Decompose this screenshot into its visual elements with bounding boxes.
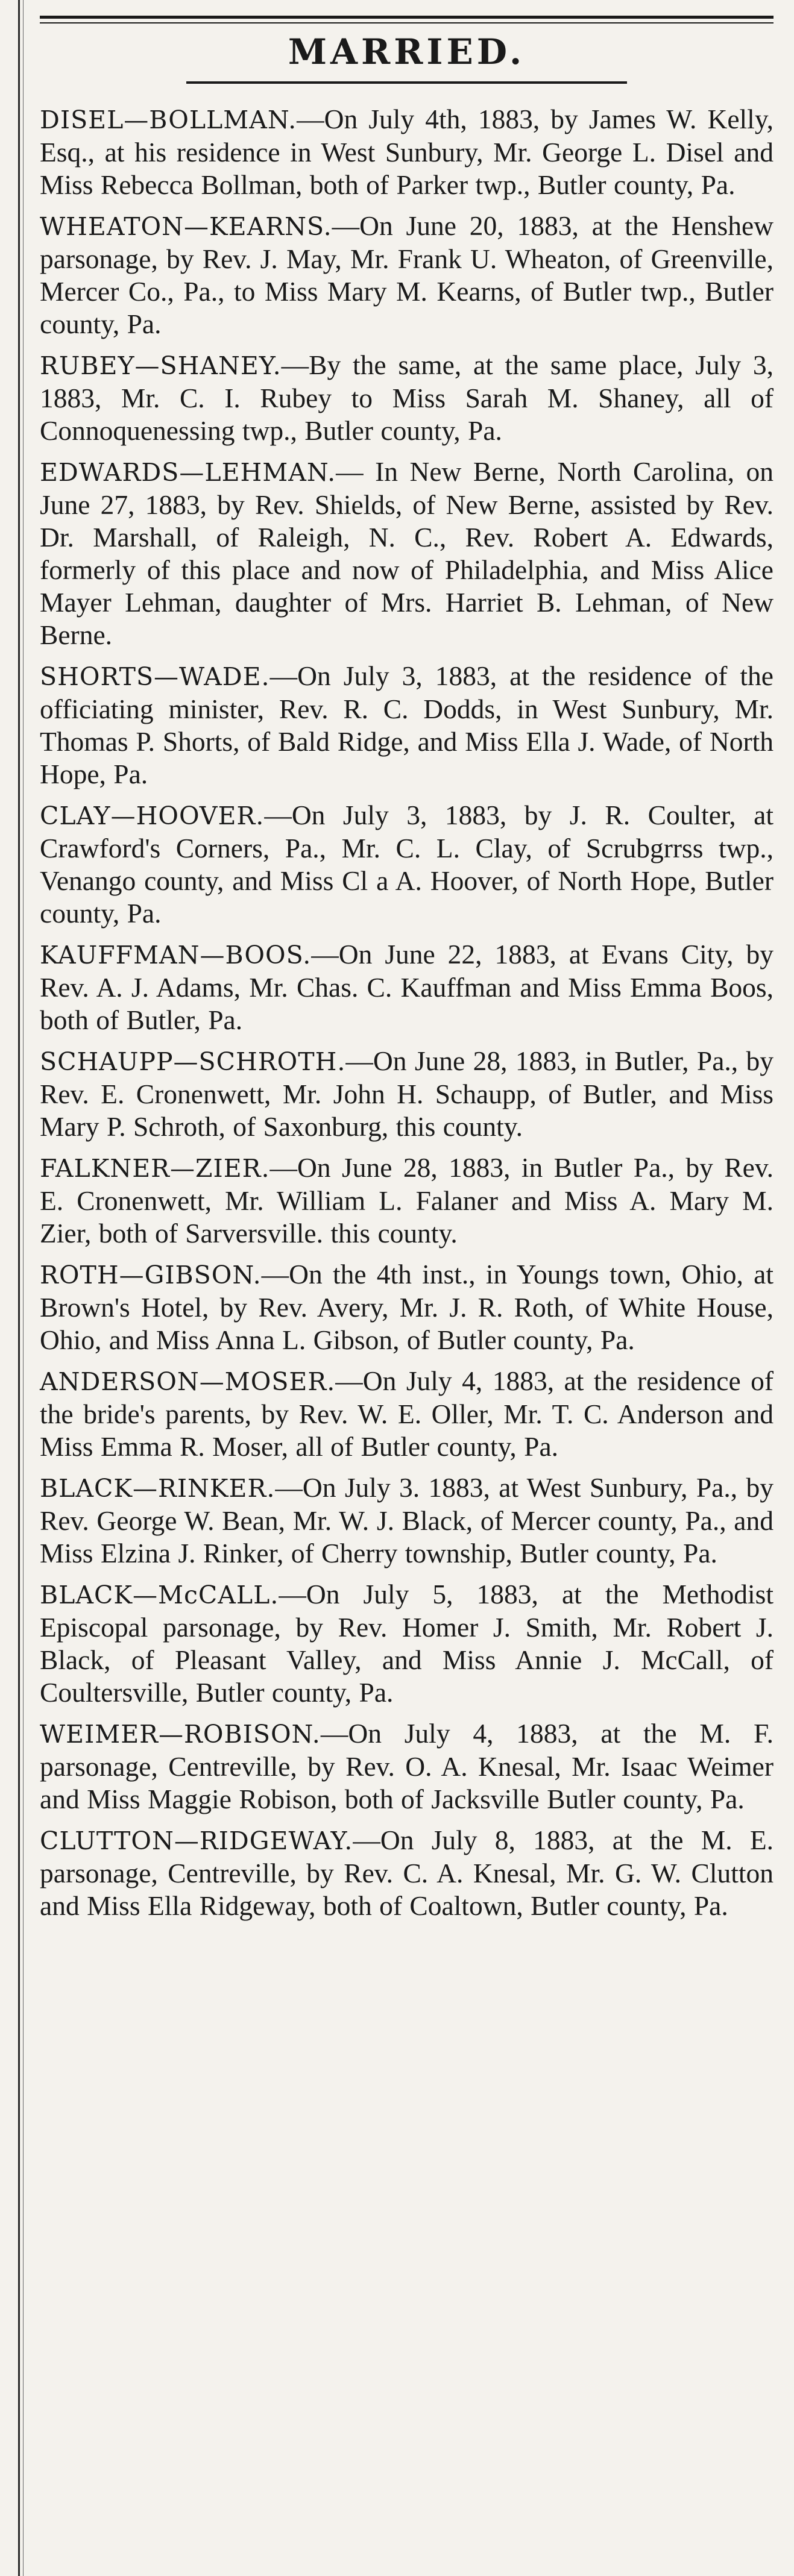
marriage-notice [40,210,774,340]
header-rule-thin [40,22,774,24]
notice-names: ROTH—GIBSON. [40,1261,262,1290]
marriage-notice [40,1045,774,1143]
notice-names: WHEATON—KEARNS. [40,212,332,241]
notice-text: —On June 28, 1883, in Butler, Pa., by Rev. E. Cronenwett, Mr. John H. Schaupp, of Butler, and Miss Mary P. Schroth, of Saxonburg, this county. [40,1045,774,1142]
notice-text: —On July 3. 1883, at West Sunbury, Pa., by Rev. George W. Bean, Mr. W. J. Black, of Mercer county, Pa., and Miss Elzina J. Rinker, of Cherry township, Butler county, Pa. [40,1472,774,1568]
marriage-notice [40,1258,774,1356]
marriage-notice [40,1717,774,1816]
marriage-notice [40,938,774,1036]
marriage-notices [40,103,774,1922]
notice-text: —On June 20, 1883, at the Henshew parsonage, by Rev. J. May, Mr. Frank U. Wheaton, of Greenville, Mercer Co., Pa., to Miss Mary M. Kearns, of Butler twp., Butler county, Pa. [40,210,774,339]
notice-text: —On the 4th inst., in Youngs town, Ohio, at Brown's Hotel, by Rev. Avery, Mr. J. R. Roth, of White House, Ohio, and Miss Anna L. Gibson, of Butler county, Pa. [40,1259,774,1355]
notice-names: ANDERSON—MOSER. [40,1367,336,1396]
notice-text: —On July 4, 1883, at the residence of the bride's parents, by Rev. W. E. Oller, Mr. T. C. Anderson and Miss Emma R. Moser, all of Butler county, Pa. [40,1365,774,1462]
notice-names: EDWARDS—LEHMAN. [40,458,336,487]
notice-text: — In New Berne, North Carolina, on June 27, 1883, by Rev. Shields, of New Berne, assisted by Rev. Dr. Marshall, of Raleigh, N. C., Rev. Robert A. Edwards, formerly of this place and now of Philadelphia, and Miss Alice Mayer Lehman, daughter of Mrs. Harriet B. Lehman, of New Berne. [40,456,774,650]
notice-text: —On July 3, 1883, at the residence of the officiating minister, Rev. R. C. Dodds, in West Sunbury, Mr. Thomas P. Shorts, of Bald Ridge, and Miss Ella J. Wade, of North Hope, Pa. [40,660,774,789]
notice-text: —On July 4, 1883, at the M. F. parsonage, Centreville, by Rev. O. A. Knesal, Mr. Isaac Weimer and Miss Maggie Robison, both of Jacksville Butler county, Pa. [40,1718,774,1814]
header-rule [40,16,774,19]
notice-names: KAUFFMAN—BOOS. [40,941,312,970]
marriage-notice [40,349,774,447]
notice-names: FALKNER—ZIER. [40,1154,270,1183]
marriage-notice [40,1152,774,1250]
notice-text: —By the same, at the same place, July 3, 1883, Mr. C. I. Rubey to Miss Sarah M. Shaney, all of Connoquenessing twp., Butler county, Pa. [40,349,774,446]
notice-names: RUBEY—SHANEY. [40,351,282,380]
notice-names: BLACK—RINKER. [40,1474,276,1503]
marriage-notice [40,1578,774,1709]
marriage-notice [40,456,774,651]
marriage-notice [40,1471,774,1570]
marriage-notice [40,103,774,201]
marriage-notice [40,1824,774,1922]
notice-names: SCHAUPP—SCHROTH. [40,1047,346,1076]
notice-names: WEIMER—ROBISON. [40,1720,321,1749]
column-rule-inner [23,0,24,2576]
notice-text: —On June 28, 1883, in Butler Pa., by Rev. E. Cronenwett, Mr. William L. Falaner and Miss A. Mary M. Zier, both of Sarversville. this county. [40,1152,774,1249]
section-heading: MARRIED. [288,31,526,72]
notice-names: SHORTS—WADE. [40,662,270,691]
notice-names: CLAY—HOOVER. [40,801,265,830]
notice-text: —On July 4th, 1883, by James W. Kelly, Esq., at his residence in West Sunbury, Mr. George L. Disel and Miss Rebecca Bollman, both of Parker twp., Butler county, Pa. [40,104,774,200]
notice-text: —On July 5, 1883, at the Methodist Episcopal parsonage, by Rev. Homer J. Smith, Mr. Robert J. Black, of Pleasant Valley, and Miss Annie J. McCall, of Coultersville, Butler county, Pa. [40,1579,774,1708]
notice-names: DISEL—BOLLMAN. [40,105,297,134]
marriage-notice [40,1365,774,1463]
notice-text: —On July 3, 1883, by J. R. Coulter, at Crawford's Corners, Pa., Mr. C. L. Clay, of Scrubgrrss twp., Venango county, and Miss Cl a A. Hoover, of North Hope, Butler county, Pa. [40,800,774,929]
column-rule [18,0,20,2576]
heading-underline [186,81,626,84]
notice-names: BLACK—McCALL. [40,1581,279,1609]
notice-names: CLUTTON—RIDGEWAY. [40,1826,353,1855]
marriage-notice [40,660,774,791]
marriage-notice [40,799,774,930]
notice-text: —On June 22, 1883, at Evans City, by Rev. A. J. Adams, Mr. Chas. C. Kauffman and Miss Emma Boos, both of Butler, Pa. [40,939,774,1035]
notice-text: —On July 8, 1883, at the M. E. parsonage, Centreville, by Rev. C. A. Knesal, Mr. G. W. Clutton and Miss Ella Ridgeway, both of Coaltown, Butler county, Pa. [40,1825,774,1921]
